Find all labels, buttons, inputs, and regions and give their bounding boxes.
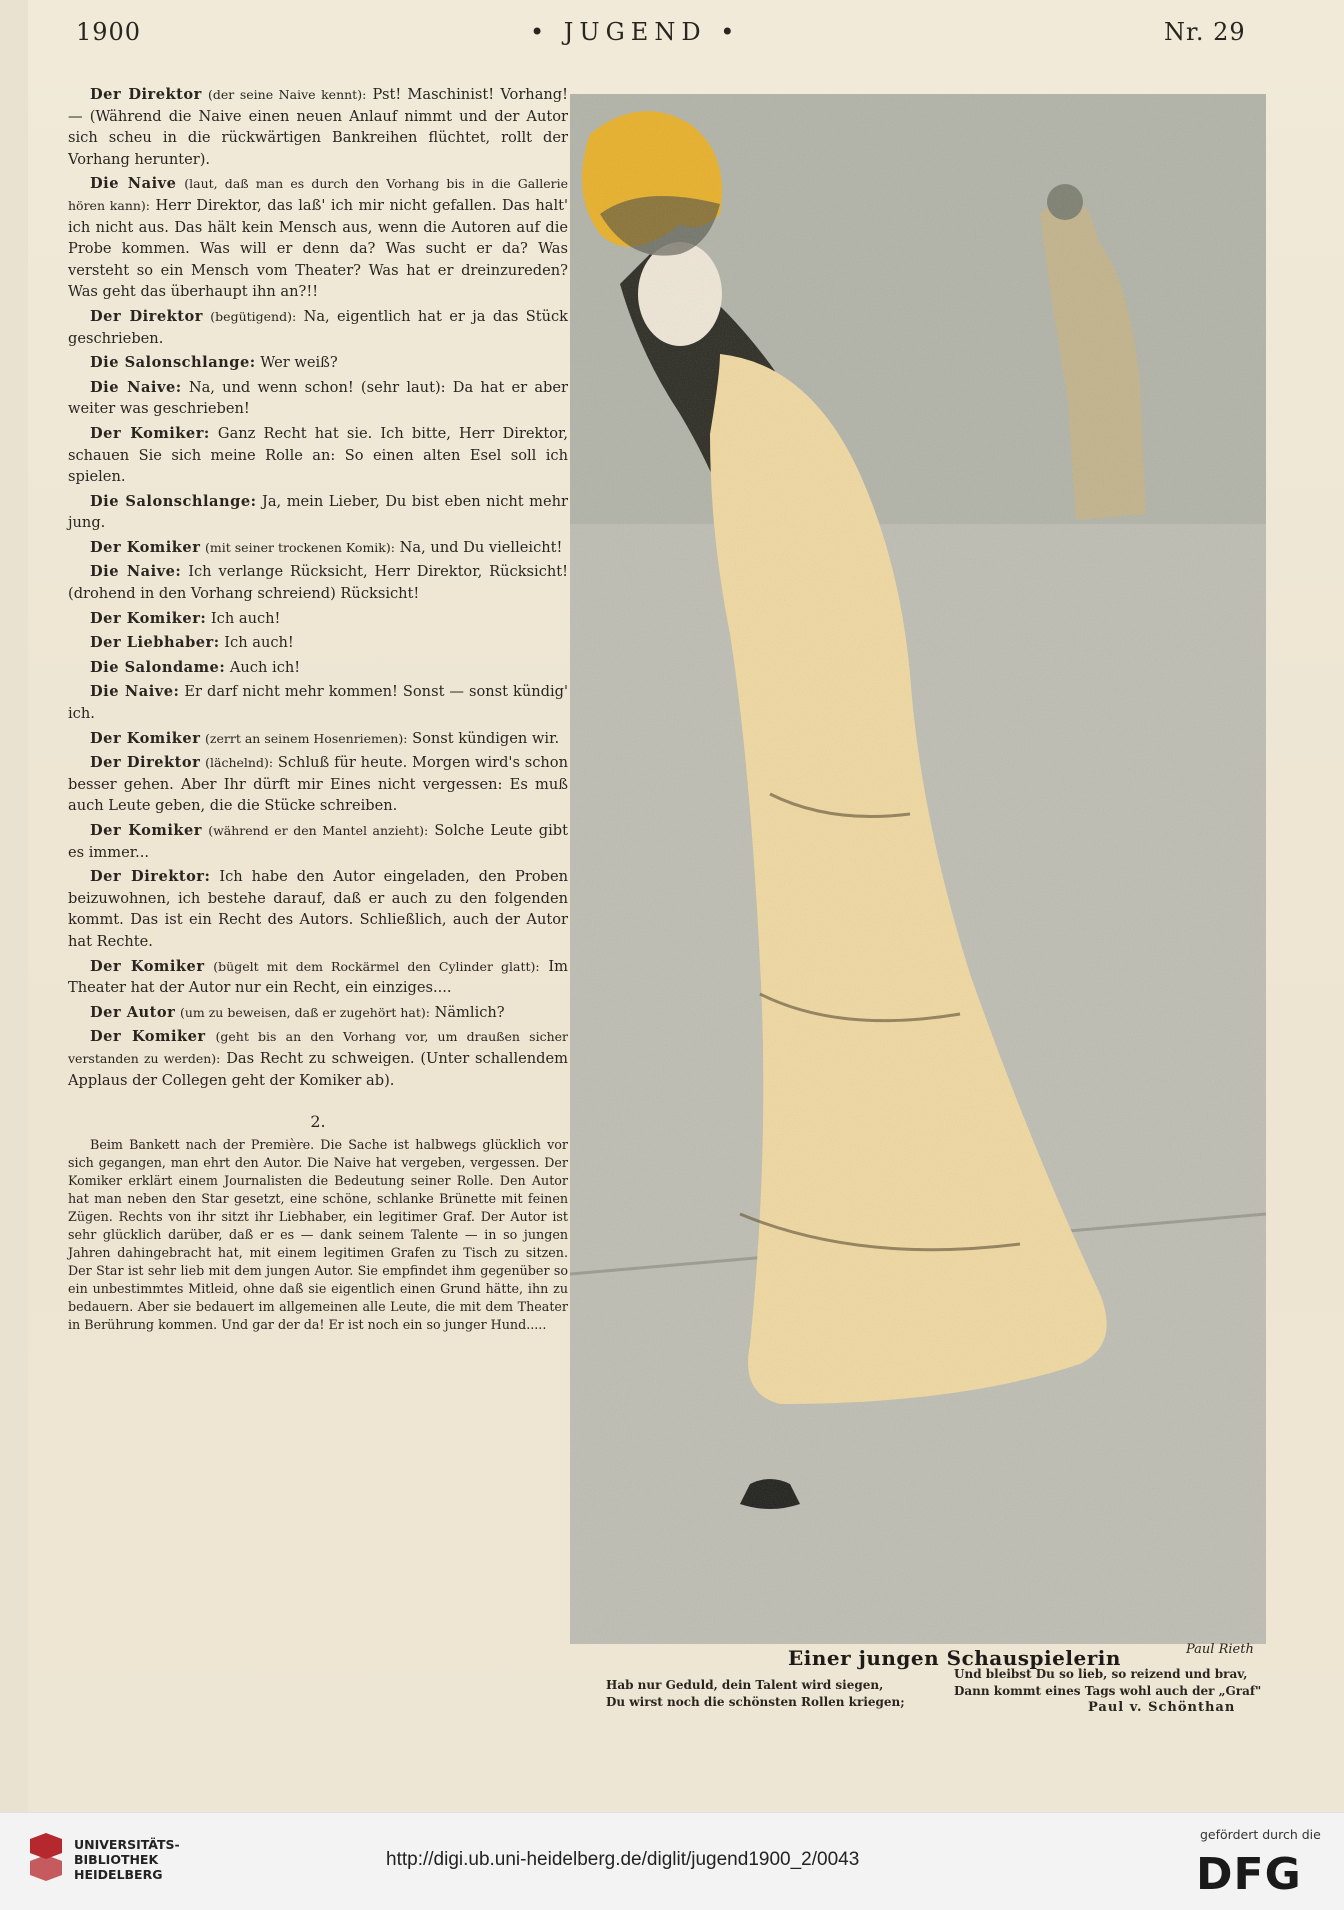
stage-direction: (zerrt an seinem Hosenriemen): <box>205 730 408 746</box>
dialogue-paragraph <box>68 423 568 488</box>
stage-direction: (geht bis an den Vorhang vor, um draußen sicher verstanden zu werden): <box>68 1029 568 1066</box>
dialogue-text: Ich auch! <box>219 634 294 652</box>
speaker-name: Der Direktor: <box>90 868 211 886</box>
funding-note: gefördert durch die <box>1200 1827 1321 1842</box>
dfg-logo[interactable]: DFG <box>1196 1849 1302 1900</box>
header-journal-title: • JUGEND • <box>530 18 741 46</box>
dialogue-paragraph <box>68 866 568 952</box>
speaker-name: Die Salondame: <box>90 658 226 676</box>
verse-line: Hab nur Geduld, dein Talent wird siegen, <box>606 1678 884 1692</box>
speaker-name: Die Naive <box>90 175 177 193</box>
verse-line: Und bleibst Du so lieb, so reizend und brav, <box>954 1667 1248 1681</box>
speaker-name: Die Salonschlange: <box>90 354 256 372</box>
caption-verse-right <box>954 1666 1272 1700</box>
library-name-line: HEIDELBERG <box>74 1867 163 1882</box>
speaker-name: Der Direktor <box>90 307 203 325</box>
dialogue-text: Wer weiß? <box>255 354 338 372</box>
university-library-logo-icon[interactable] <box>26 1833 66 1887</box>
stage-direction: (begütigend): <box>210 308 297 324</box>
stage-direction: (der seine Naive kennt): <box>208 87 367 102</box>
dialogue-text: Ganz Recht hat sie. Ich bitte, Herr Direktor, schauen Sie sich meine Rolle an: So einen alten Esel soll ich spielen. <box>68 424 569 486</box>
illustration-grain <box>570 94 1266 1644</box>
speaker-name: Die Naive: <box>90 378 182 396</box>
dialogue-text: Ja, mein Lieber, Du bist eben nicht mehr jung. <box>68 492 568 532</box>
stage-direction: (während er den Mantel anzieht): <box>208 823 429 838</box>
dialogue-paragraph <box>68 1002 568 1024</box>
stage-direction: (lächelnd): <box>205 755 274 771</box>
illustration <box>570 94 1266 1644</box>
illustration-artist-signature: Paul Rieth <box>1186 1642 1254 1657</box>
header-issue-number: Nr. 29 <box>1164 18 1246 46</box>
speaker-name: Der Komiker <box>90 538 201 556</box>
speaker-name: Der Komiker <box>90 1028 206 1046</box>
library-name-line: BIBLIOTHEK <box>74 1852 159 1867</box>
speaker-name: Der Komiker <box>90 729 201 747</box>
dialogue-text: Na, und Du vielleicht! <box>394 538 563 556</box>
dialogue-paragraph <box>68 657 568 679</box>
section-2-text: Beim Bankett nach der Première. Die Sache ist halbwegs glücklich vor sich gegangen, man ehrt den Autor. Die Naive hat vergeben, vergessen. Der Komiker erklärt einem Journalisten die Bedeutung seiner Rolle. Den Autor hat man neben den Star gesetzt, eine schöne, schlanke Brünette mit feinen Zügen. Rechts von ihr sitzt ihr Liebhaber, ein legitimer Graf. Der Autor ist sehr glücklich darüber, daß er es — dank seinem Talente — in so jungen Jahren dahingebracht hat, mit einem legitimen Grafen zu Tisch zu sitzen. Der Star ist sehr lieb mit dem jungen Autor. Sie empfindet ihm gegenüber so ein unbestimmtes Mitleid, ohne daß sie eigentlich einen Grund hätte, ihn zu bedauern. Aber sie bedauert im allgemeinen alle Leute, die mit dem Theater in Berührung kommen. Und gar der da! Er ist noch ein so junger Hund..... <box>68 1136 568 1332</box>
caption-verse-left <box>606 1677 936 1711</box>
stage-direction: (um zu beweisen, daß er zugehört hat): <box>179 1004 430 1020</box>
verse-author: Paul v. Schönthan <box>1088 1700 1236 1715</box>
dialogue-text: Das Recht zu schweigen. (Unter schallendem Applaus der Collegen geht der Komiker ab). <box>68 1049 568 1089</box>
viewer-footer <box>0 1812 1344 1910</box>
header-year: 1900 <box>76 18 142 46</box>
dialogue-paragraph <box>68 728 568 750</box>
dialogue-text: Er darf nicht mehr kommen! Sonst — sonst kündig' ich. <box>68 683 568 723</box>
dialogue-text: Ich auch! <box>206 609 281 627</box>
dialogue-paragraph <box>68 752 568 817</box>
dialogue-text: Schluß für heute. Morgen wird's schon besser gehen. Aber Ihr dürft mir Eines nicht vergessen: Es muß auch Leute geben, die die Stücke schreiben. <box>68 754 568 815</box>
document-url-link[interactable]: http://digi.ub.uni-heidelberg.de/diglit/jugend1900_2/0043 <box>386 1849 860 1870</box>
dialogue-paragraph <box>68 491 568 534</box>
dialogue-paragraph <box>68 306 568 349</box>
speaker-name: Der Direktor <box>90 754 201 772</box>
speaker-name: Der Komiker: <box>90 424 210 442</box>
dialogue-paragraph <box>68 352 568 374</box>
stage-direction: (bügelt mit dem Rockärmel den Cylinder glatt): <box>213 958 540 974</box>
speaker-name: Der Komiker <box>90 822 202 839</box>
verse-line: Dann kommt eines Tags wohl auch der „Graf" <box>954 1684 1262 1698</box>
dialogue-text: Im Theater hat der Autor nur ein Recht, ein einziges.... <box>68 957 568 997</box>
dialogue-text: Pst! Maschinist! Vorhang! — (Während die Naive einen neuen Anlauf nimmt und der Autor sich scheu in die rückwärtigen Bankreihen flüchtet, rollt der Vorhang herunter). <box>68 86 568 168</box>
dialogue-text: Na, eigentlich hat er ja das Stück geschrieben. <box>68 307 568 347</box>
speaker-name: Die Salonschlange: <box>90 492 257 510</box>
illustration-caption-title: Einer jungen Schauspielerin <box>788 1646 1121 1670</box>
dialogue-text: Sonst kündigen wir. <box>407 729 560 747</box>
verse-line: Du wirst noch die schönsten Rollen kriegen; <box>606 1695 905 1709</box>
dialogue-paragraph <box>68 681 568 724</box>
speaker-name: Der Komiker <box>90 957 205 975</box>
text-column <box>68 84 568 1374</box>
dialogue-text: Herr Direktor, das laß' ich mir nicht gefallen. Das halt' ich nicht aus. Das hält kein Mensch aus, wenn die Autoren auf die Probe kommen. Was will er denn da? Was sucht er da? Was versteht so ein Mensch vom Theater? Was hat er dreinzureden? Was geht das überhaupt ihn an?!! <box>68 196 568 301</box>
speaker-name: Die Naive: <box>90 683 180 701</box>
speaker-name: Der Autor <box>90 1003 176 1021</box>
dialogue-text: Ich habe den Autor eingeladen, den Proben beizuwohnen, ich bestehe darauf, daß er auch zu den folgenden kommt. Das ist ein Recht des Autors. Schließlich, auch der Autor hat Rechte. <box>68 868 569 950</box>
dialogue-text: Auch ich! <box>225 658 301 676</box>
dialogue-paragraph <box>68 537 568 559</box>
speaker-name: Der Liebhaber: <box>90 634 220 652</box>
dialogue-text: Ich verlange Rücksicht, Herr Direktor, Rücksicht! (drohend in den Vorhang schreiend) Rücksicht! <box>68 563 568 603</box>
dialogue-paragraph <box>68 173 568 303</box>
stage-direction: (mit seiner trockenen Komik): <box>205 539 395 555</box>
library-name-line: UNIVERSITÄTS- <box>74 1837 180 1852</box>
dialogue-paragraph <box>68 956 568 999</box>
dialogue-paragraph <box>68 1026 568 1091</box>
dialogue-paragraphs <box>68 84 568 1091</box>
university-library-name[interactable] <box>74 1837 180 1882</box>
dialogue-text: Na, und wenn schon! (sehr laut): Da hat er aber weiter was geschrieben! <box>68 378 568 418</box>
speaker-name: Die Naive: <box>90 563 182 581</box>
stage-direction: (laut, daß man es durch den Vorhang bis in die Gallerie hören kann): <box>68 176 569 213</box>
speaker-name: Der Direktor <box>90 86 202 103</box>
speaker-name: Der Komiker: <box>90 609 207 627</box>
section-number: 2. <box>310 1112 326 1132</box>
dialogue-paragraph <box>68 84 568 170</box>
dialogue-text: Nämlich? <box>429 1003 505 1021</box>
dialogue-text: Solche Leute gibt es immer... <box>68 822 568 861</box>
dialogue-paragraph <box>68 608 568 630</box>
dialogue-paragraph <box>68 632 568 654</box>
dialogue-paragraph <box>68 561 568 604</box>
dialogue-paragraph <box>68 377 568 420</box>
dialogue-paragraph <box>68 820 568 863</box>
